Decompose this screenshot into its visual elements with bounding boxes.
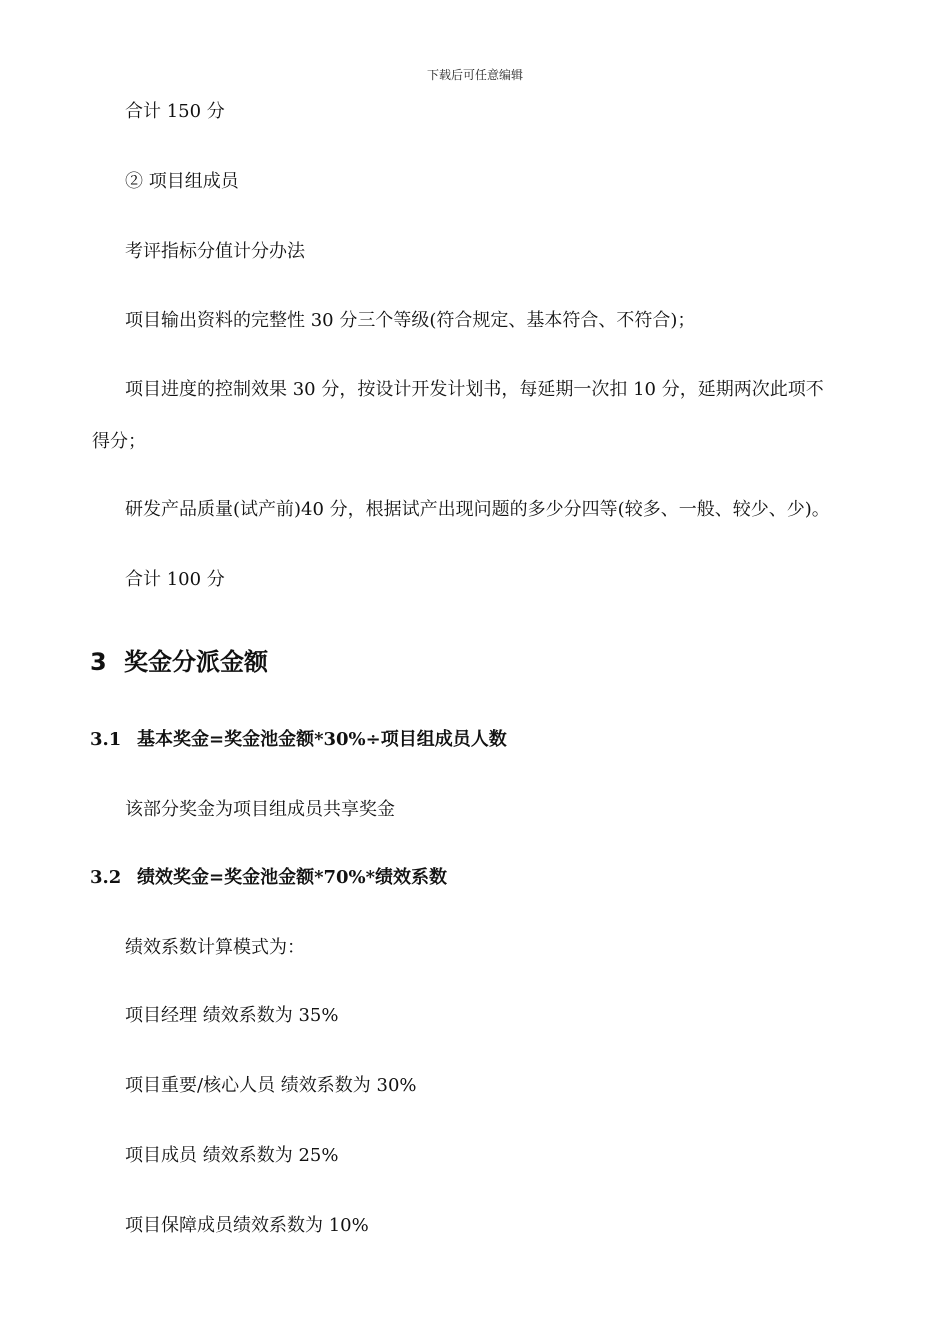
list-item-project-manager: 项目经理 绩效系数为 35% <box>125 1005 339 1026</box>
paragraph-team-members: ② 项目组成员 <box>125 171 239 192</box>
subsection-heading-3-2 <box>90 866 447 890</box>
list-item-support-member: 项目保障成员绩效系数为 10% <box>125 1215 369 1236</box>
paragraph-total-100: 合计 100 分 <box>125 569 225 590</box>
section-title: 奖金分派金额 <box>124 648 268 676</box>
subsection-heading-3-1 <box>90 728 507 752</box>
subsection-title: 绩效奖金=奖金池金额*70%*绩效系数 <box>137 867 448 888</box>
page-header: 下载后可任意编辑 <box>426 68 523 82</box>
section-heading-3 <box>90 647 268 677</box>
paragraph-shared-bonus: 该部分奖金为项目组成员共享奖金 <box>125 799 395 820</box>
paragraph-total-150: 合计 150 分 <box>125 101 225 122</box>
paragraph-scoring-method: 考评指标分值计分办法 <box>125 241 305 262</box>
section-number: 3 <box>90 648 107 676</box>
paragraph-schedule-control <box>92 378 862 454</box>
paragraph-product-quality: 研发产品质量(试产前)40 分，根据试产出现问题的多少分四等(较多、一般、较少、少)。 <box>125 499 830 520</box>
list-item-project-member: 项目成员 绩效系数为 25% <box>125 1145 339 1166</box>
subsection-title: 基本奖金=奖金池金额*30%÷项目组成员人数 <box>137 729 507 750</box>
paragraph-output-completeness: 项目输出资料的完整性 30 分三个等级(符合规定、基本符合、不符合)； <box>125 310 696 331</box>
paragraph-schedule-control-line1: 项目进度的控制效果 30 分，按设计开发计划书，每延期一次扣 10 分，延期两次此项不 <box>125 379 824 400</box>
subsection-number: 3.2 <box>90 867 122 888</box>
list-item-core-staff: 项目重要/核心人员 绩效系数为 30% <box>125 1075 417 1096</box>
paragraph-schedule-control-line2: 得分； <box>92 431 146 452</box>
subsection-number: 3.1 <box>90 729 122 750</box>
paragraph-coefficient-intro: 绩效系数计算模式为： <box>125 937 305 958</box>
